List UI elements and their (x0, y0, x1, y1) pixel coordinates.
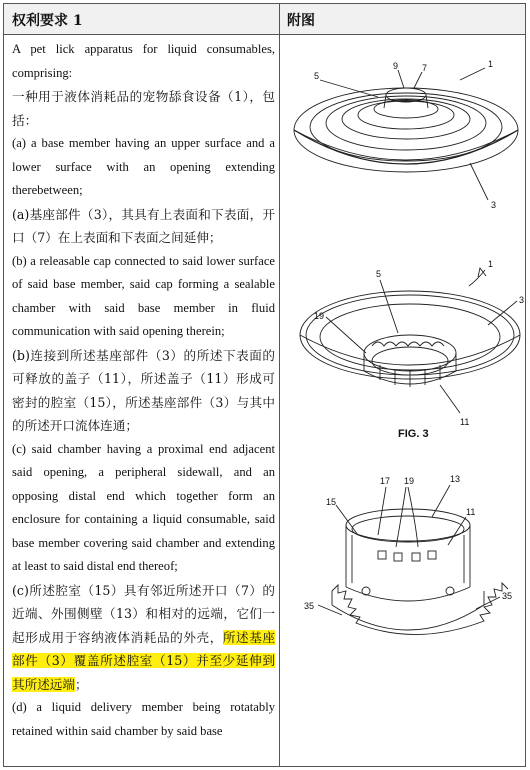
fig3-label-5: 5 (376, 269, 382, 279)
fig3-label-11: 11 (460, 417, 470, 427)
claims-text (12, 38, 275, 743)
table-header (4, 4, 525, 35)
patent-drawings (280, 35, 526, 766)
highlighted-text: 所述基座部件（3）覆盖所述腔室（15）并至少延伸到其所述远端 (12, 629, 276, 692)
cap-drawing (318, 485, 508, 635)
figures-column-title: 附图 (287, 13, 315, 29)
claim-element-d-en: (d) a liquid delivery member being rotatably retained within said chamber by said base (12, 700, 275, 738)
claim-element-b-zh: (b)连接到所述基座部件（3）的所述下表面的可释放的盖子（11），所述盖子（11）形成可密封的腔室（15），所述基座部件（3）与其中的所述开口流体连通； (12, 347, 275, 433)
claim-element-b-en: (b) a releasable cap connected to said lower surface of said base member, said cap forming a sealable chamber with said base member in fluid communication with said opening therein; (12, 253, 275, 338)
claim-element-c-zh (12, 579, 275, 697)
claim-element-c-zh-text: (c)所述腔室（15）具有邻近所述开口（7）的近端、外围侧壁（13）和相对的远端，它们一起形成用于容纳液体消耗品的外壳， (12, 582, 275, 645)
claims-column-title: 权利要求 1 (12, 13, 83, 29)
claim-element-c-en: (c) said chamber having a proximal end adjacent said opening, a peripheral sidewall, and an opposing distal end which together form an enclosure for containing a liquid consumable, said base member covering said chamber and extending at least to said distal end thereof; (12, 441, 275, 573)
fig3-label-1: 1 (488, 259, 494, 269)
claim-element-c-zh-end: ； (74, 676, 88, 692)
cap-label-11: 11 (466, 507, 476, 517)
figure-3-drawing (300, 268, 520, 413)
figure-1-drawing (294, 68, 518, 200)
claim-preamble-zh: 一种用于液体消耗品的宠物舔食设备（1），包括： (12, 89, 275, 128)
fig1-label-1: 1 (488, 59, 494, 69)
claims-table (3, 3, 526, 767)
figures-column (280, 35, 526, 766)
cap-label-15: 15 (326, 497, 337, 507)
fig1-label-5: 5 (314, 71, 320, 81)
fig3-label-19: 19 (314, 311, 325, 321)
claim-element-a-en: (a) a base member having an upper surface and a lower surface with an opening extending therebetween; (12, 136, 275, 197)
fig3-caption: FIG. 3 (398, 428, 429, 440)
cap-label-19: 19 (404, 476, 415, 486)
cap-label-35-right: 35 (502, 591, 513, 601)
fig1-label-3: 3 (491, 200, 497, 210)
claim-element-a-zh: (a)基座部件（3），其具有上表面和下表面，开口（7）在上表面和下表面之间延伸； (12, 206, 275, 245)
claim-preamble-en: A pet lick apparatus for liquid consumables, comprising: (12, 42, 275, 80)
fig3-label-3: 3 (519, 295, 525, 305)
cap-label-17: 17 (380, 476, 391, 486)
fig1-label-7: 7 (422, 63, 428, 73)
fig1-label-9: 9 (393, 61, 399, 71)
cap-label-13: 13 (450, 474, 461, 484)
cap-label-35-left: 35 (304, 601, 315, 611)
